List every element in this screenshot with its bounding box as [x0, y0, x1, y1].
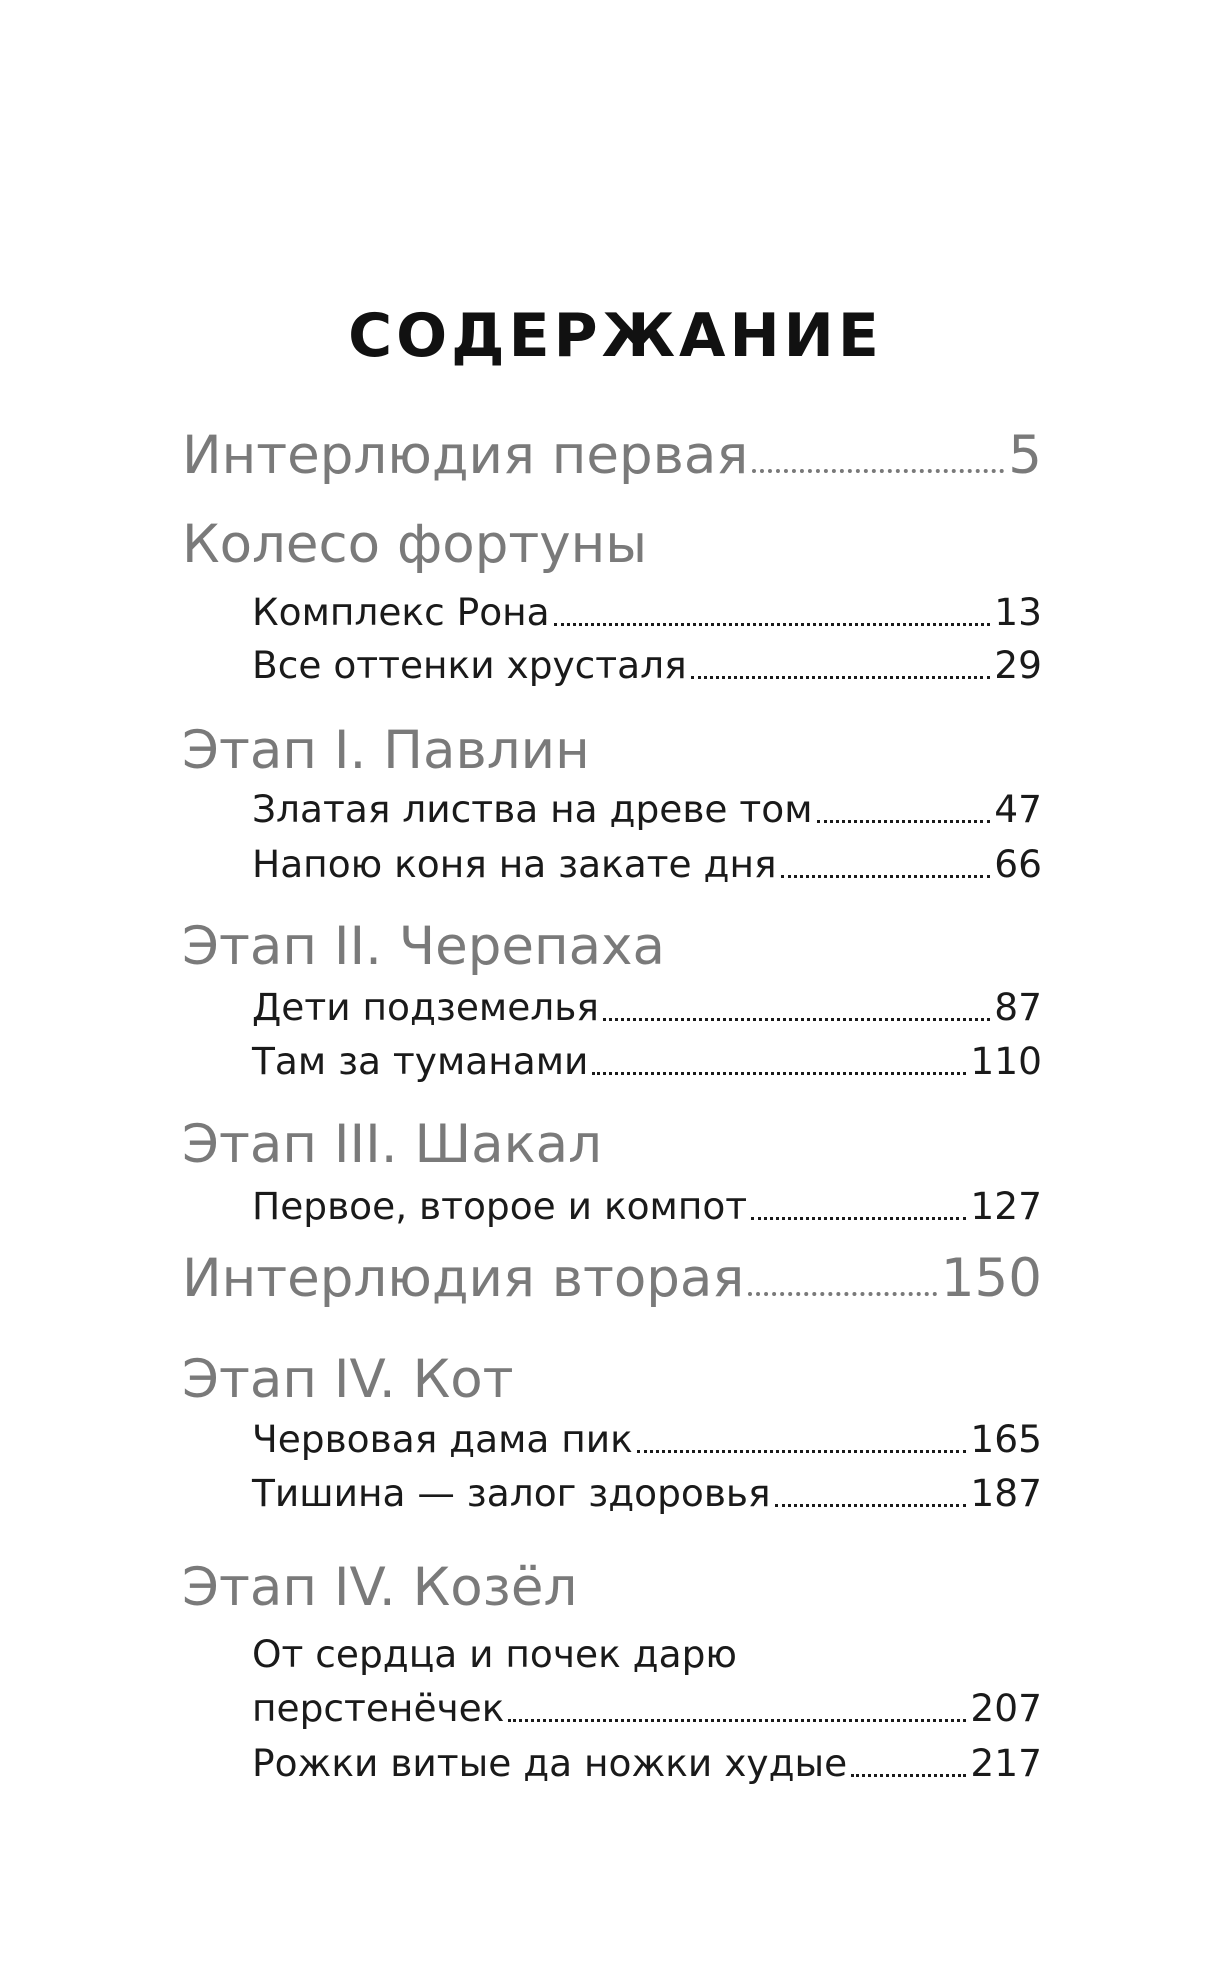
toc-entry[interactable] — [182, 425, 1042, 487]
leader-dots — [748, 1292, 937, 1296]
toc-entry-page: 187 — [970, 1471, 1042, 1515]
toc-entry[interactable] — [252, 1416, 1042, 1462]
toc-section-heading[interactable] — [182, 514, 1042, 576]
leader-dots — [508, 1719, 966, 1722]
toc-entry[interactable] — [252, 1685, 1042, 1731]
toc-entry-page: 207 — [970, 1686, 1042, 1730]
toc-entry[interactable] — [182, 1248, 1042, 1310]
toc-entry-label: перстенёчек — [252, 1686, 505, 1730]
table-of-contents — [182, 0, 1042, 1969]
toc-entry-label: Златая листва на древе том — [252, 787, 813, 831]
leader-dots — [817, 820, 991, 823]
toc-entry-label: Там за туманами — [252, 1039, 589, 1083]
toc-entry-label: Интерлюдия первая — [182, 425, 749, 486]
leader-dots — [554, 623, 991, 626]
toc-section-heading[interactable] — [182, 1114, 1042, 1176]
leader-dots — [775, 1504, 967, 1507]
toc-entry-label: Этап II. Черепаха — [182, 916, 665, 977]
toc-entry-label: Интерлюдия вторая — [182, 1248, 745, 1309]
toc-entry-page: 217 — [970, 1741, 1042, 1785]
toc-entry-label: Дети подземелья — [252, 985, 599, 1029]
toc-entry[interactable] — [252, 1183, 1042, 1229]
toc-section-heading[interactable] — [182, 1349, 1042, 1411]
toc-entry-label: От сердца и почек дарю — [252, 1632, 737, 1676]
toc-entry-label: Рожки витые да ножки худые — [252, 1741, 848, 1785]
toc-entry-page: 150 — [940, 1248, 1042, 1309]
toc-entry-page: 29 — [994, 643, 1042, 687]
leader-dots — [851, 1774, 966, 1777]
toc-entry-page: 66 — [994, 842, 1042, 886]
toc-entry-label: Первое, второе и компот — [252, 1184, 748, 1228]
leader-dots — [752, 469, 1004, 473]
toc-entry-page: 5 — [1008, 425, 1042, 486]
toc-entry-page: 13 — [994, 590, 1042, 634]
toc-entry[interactable] — [252, 1038, 1042, 1084]
leader-dots — [691, 676, 991, 679]
toc-entry[interactable] — [252, 642, 1042, 688]
toc-entry-page: 87 — [994, 985, 1042, 1029]
leader-dots — [751, 1217, 966, 1220]
toc-entry-label: Тишина — залог здоровья — [252, 1471, 771, 1515]
toc-entry[interactable] — [252, 589, 1042, 635]
toc-entry-label: Червовая дама пик — [252, 1417, 633, 1461]
toc-entry-label: Этап IV. Козёл — [182, 1557, 578, 1618]
toc-entry-label: Этап III. Шакал — [182, 1114, 602, 1175]
leader-dots — [637, 1450, 967, 1453]
toc-entry-line[interactable] — [252, 1631, 1042, 1677]
toc-entry-label: Этап IV. Кот — [182, 1349, 514, 1410]
page-title: СОДЕРЖАНИЕ — [348, 301, 883, 371]
toc-entry-page: 110 — [970, 1039, 1042, 1083]
toc-entry-page: 47 — [994, 787, 1042, 831]
toc-entry-label: Все оттенки хрусталя — [252, 643, 687, 687]
toc-entry-label: Комплекс Рона — [252, 590, 550, 634]
toc-section-heading[interactable] — [182, 916, 1042, 978]
toc-entry-label: Колесо фортуны — [182, 514, 648, 575]
leader-dots — [603, 1018, 990, 1021]
leader-dots — [781, 875, 991, 878]
toc-entry[interactable] — [252, 841, 1042, 887]
toc-entry[interactable] — [252, 1740, 1042, 1786]
toc-entry-page: 165 — [970, 1417, 1042, 1461]
leader-dots — [592, 1072, 966, 1075]
toc-entry[interactable] — [252, 1470, 1042, 1516]
toc-entry[interactable] — [252, 984, 1042, 1030]
toc-entry-page: 127 — [970, 1184, 1042, 1228]
toc-entry-label: Этап I. Павлин — [182, 720, 590, 781]
toc-entry-label: Напою коня на закате дня — [252, 842, 777, 886]
toc-section-heading[interactable] — [182, 720, 1042, 782]
toc-entry[interactable] — [252, 786, 1042, 832]
toc-section-heading[interactable] — [182, 1557, 1042, 1619]
